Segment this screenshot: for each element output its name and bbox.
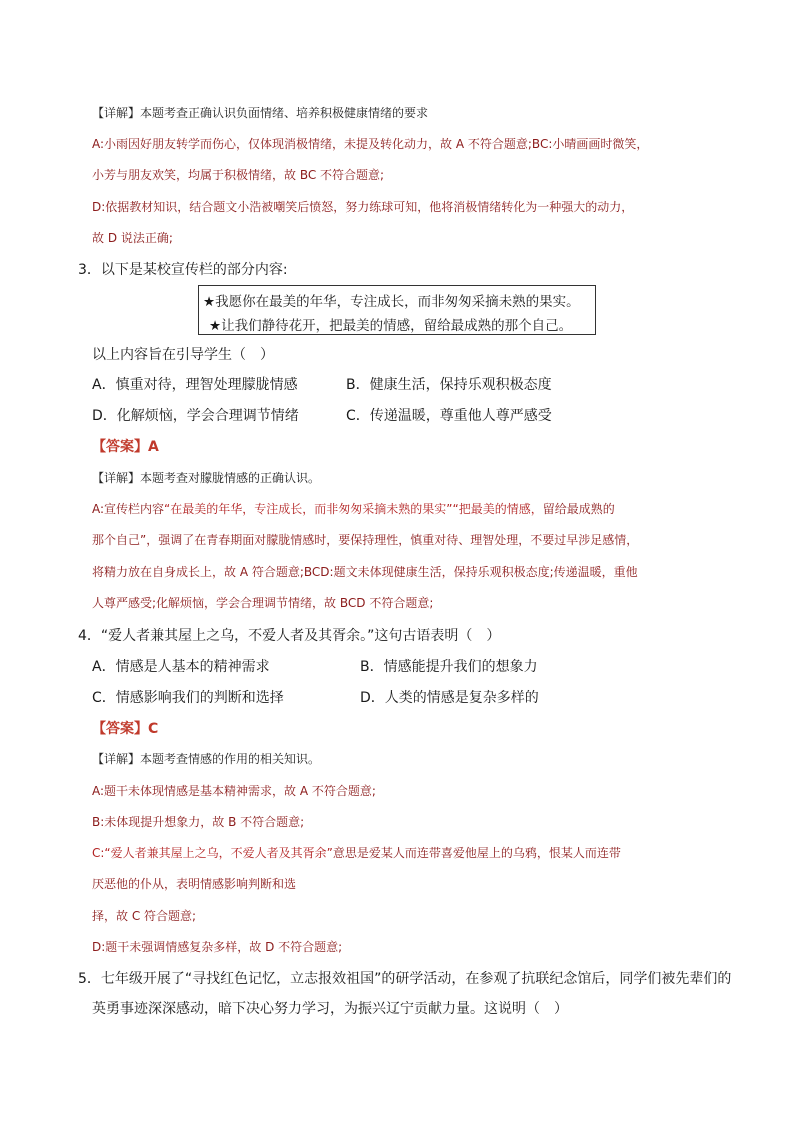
question-4-stem: 4．“爱人者兼其屋上之乌，不爱人者及其胥余。”这句古语表明（ ） xyxy=(78,628,501,644)
explanation-line: D:题干未强调情感复杂多样，故 D 不符合题意; xyxy=(92,940,343,954)
explanation-line: 择，故 C 符合题意; xyxy=(92,909,197,923)
answer: 【答案】A xyxy=(92,439,159,455)
option-c: C．传递温暖，尊重他人尊严感受 xyxy=(346,408,552,424)
explanation-line: 故 D 说法正确; xyxy=(92,231,173,245)
explanation-line: D:依据教材知识，结合题文小浩被嘲笑后愤怒，努力练球可知，他将消极情绪转化为一种强大的动力， xyxy=(92,200,634,214)
question-5-stem-cont: 英勇事迹深深感动，暗下决心努力学习，为振兴辽宁贡献力量。这说明（ ） xyxy=(92,1001,568,1017)
detail-text: 本题考查对朦胧情感的正确认识。 xyxy=(140,471,321,485)
explanation-line: A:题干未体现情感是基本精神需求，故 A 不符合题意; xyxy=(92,784,376,798)
detail-text: 本题考查正确认识负面情绪、培养积极健康情绪的要求 xyxy=(140,106,429,120)
bulletin-box xyxy=(198,285,596,335)
explanation-line: 小芳与朋友欢笑，均属于积极情绪，故 BC 不符合题意; xyxy=(92,168,385,182)
detail-line xyxy=(92,750,320,767)
question-3-stem: 3．以下是某校宣传栏的部分内容: xyxy=(78,262,288,278)
detail-tag: 【详解】 xyxy=(92,106,141,120)
bulletin-line: ★让我们静待花开，把最美的情感，留给最成熟的那个自己。 xyxy=(209,318,573,334)
explanation-line: 人尊严感受;化解烦恼，学会合理调节情绪，故 BCD 不符合题意; xyxy=(92,596,434,610)
option-a: A．情感是人基本的精神需求 xyxy=(92,659,270,675)
detail-line xyxy=(92,469,320,486)
option-b: B．健康生活，保持乐观积极态度 xyxy=(346,377,552,393)
explanation-line: 那个自己”，强调了在青春期面对朦胧情感时，要保持理性，慎重对待、理智处理，不要过早涉足感情， xyxy=(92,533,639,547)
explanation-line: A:小雨因好朋友转学而伤心，仅体现消极情绪，未提及转化动力，故 A 不符合题意;BC:小晴画画时微笑， xyxy=(92,137,649,151)
answer: 【答案】C xyxy=(92,721,159,737)
explanation-line xyxy=(92,844,621,861)
explanation-line xyxy=(92,500,615,517)
detail-line xyxy=(92,104,428,121)
explanation-line: B:未体现提升想象力，故 B 不符合题意; xyxy=(92,815,305,829)
quote: “在最美的年华，专注成长，而非匆匆采摘未熟的果实” xyxy=(164,502,453,516)
explanation-tail: 留给最成熟的 xyxy=(542,502,615,516)
option-a: A．慎重对待，理智处理朦胧情感 xyxy=(92,377,298,393)
explanation-tail: 意思是爱某人而连带喜爱他屋上的乌鸦，恨某人而连带 xyxy=(332,846,621,860)
option-d: D．人类的情感是复杂多样的 xyxy=(360,690,539,706)
question-5-stem: 5．七年级开展了“寻找红色记忆，立志报效祖国”的研学活动，在参观了抗联纪念馆后，同学们被先辈们的 xyxy=(78,971,732,987)
option-b: B．情感能提升我们的想象力 xyxy=(360,659,538,675)
detail-text: 本题考查情感的作用的相关知识。 xyxy=(140,752,321,766)
explanation-prefix: A:宣传栏内容 xyxy=(92,502,165,516)
quote: “把最美的情感， xyxy=(452,502,543,516)
option-d: D．化解烦恼，学会合理调节情绪 xyxy=(92,408,299,424)
question-3-prompt: 以上内容旨在引导学生（ ） xyxy=(92,347,274,363)
detail-tag: 【详解】 xyxy=(92,752,141,766)
explanation-line: 厌恶他的仆从，表明情感影响判断和选 xyxy=(92,877,297,891)
bulletin-line: ★我愿你在最美的年华，专注成长，而非匆匆采摘未熟的果实。 xyxy=(203,294,580,310)
explanation-line: 将精力放在自身成长上，故 A 符合题意;BCD:题文未体现健康生活，保持乐观积极态度;传递温暖，重他 xyxy=(92,565,638,579)
detail-tag: 【详解】 xyxy=(92,471,141,485)
option-c: C．情感影响我们的判断和选择 xyxy=(92,690,284,706)
quote: C:“爱人者兼其屋上之乌，不爱人者及其胥余” xyxy=(92,846,333,860)
